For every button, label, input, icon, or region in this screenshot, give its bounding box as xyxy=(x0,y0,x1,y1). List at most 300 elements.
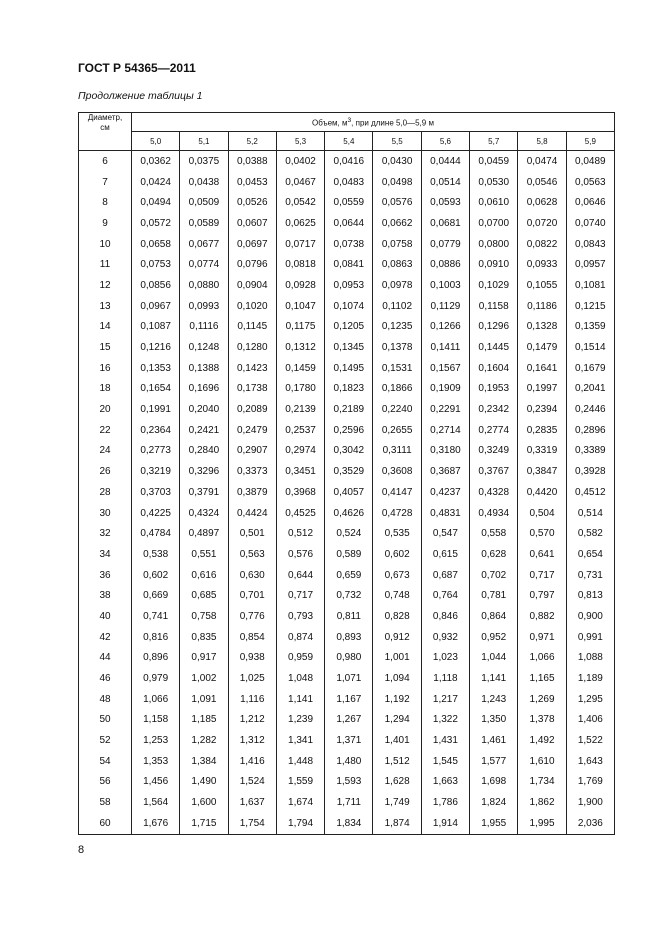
volume-cell: 1,295 xyxy=(566,689,614,710)
volume-cell: 0,1205 xyxy=(325,317,373,338)
volume-cell: 0,1479 xyxy=(518,337,566,358)
diameter-cell: 32 xyxy=(79,523,132,544)
volume-cell: 0,816 xyxy=(132,627,180,648)
volume-cell: 0,0800 xyxy=(470,234,518,255)
volume-cell: 1,350 xyxy=(470,710,518,731)
volume-cell: 0,811 xyxy=(325,606,373,627)
volume-cell: 0,3968 xyxy=(276,482,324,503)
volume-cell: 0,0774 xyxy=(180,254,228,275)
volume-cell: 0,504 xyxy=(518,503,566,524)
volume-cell: 0,1175 xyxy=(276,317,324,338)
volume-cell: 0,0753 xyxy=(132,254,180,275)
volume-cell: 0,0818 xyxy=(276,254,324,275)
diameter-cell: 14 xyxy=(79,317,132,338)
volume-cell: 1,401 xyxy=(373,730,421,751)
volume-cell: 0,524 xyxy=(325,523,373,544)
volume-cell: 0,1459 xyxy=(276,358,324,379)
volume-cell: 0,2342 xyxy=(470,399,518,420)
volume-cell: 0,1738 xyxy=(228,379,276,400)
volume-cell: 1,341 xyxy=(276,730,324,751)
length-header: 5,2 xyxy=(228,132,276,151)
volume-cell: 0,616 xyxy=(180,565,228,586)
volume-cell: 1,674 xyxy=(276,792,324,813)
volume-cell: 1,995 xyxy=(518,813,566,834)
volume-cell: 0,0700 xyxy=(470,213,518,234)
volume-cell: 0,0607 xyxy=(228,213,276,234)
volume-cell: 0,3373 xyxy=(228,461,276,482)
length-header: 5,6 xyxy=(421,132,469,151)
volume-cell: 0,1047 xyxy=(276,296,324,317)
volume-cell: 0,2189 xyxy=(325,399,373,420)
volume-cell: 0,2974 xyxy=(276,441,324,462)
diameter-cell: 40 xyxy=(79,606,132,627)
volume-cell: 0,0430 xyxy=(373,151,421,172)
volume-cell: 1,048 xyxy=(276,668,324,689)
table-row xyxy=(79,337,615,358)
volume-cell: 0,0572 xyxy=(132,213,180,234)
volume-cell: 1,914 xyxy=(421,813,469,834)
volume-cell: 1,711 xyxy=(325,792,373,813)
volume-cell: 1,698 xyxy=(470,772,518,793)
table-row xyxy=(79,710,615,731)
volume-cell: 0,4525 xyxy=(276,503,324,524)
volume-cell: 0,3111 xyxy=(373,441,421,462)
volume-cell: 0,0822 xyxy=(518,234,566,255)
volume-cell: 0,0957 xyxy=(566,254,614,275)
table-row xyxy=(79,275,615,296)
volume-cell: 0,741 xyxy=(132,606,180,627)
volume-cell: 1,294 xyxy=(373,710,421,731)
volume-cell: 1,239 xyxy=(276,710,324,731)
table-row xyxy=(79,503,615,524)
volume-cell: 1,834 xyxy=(325,813,373,834)
volume-cell: 0,874 xyxy=(276,627,324,648)
volume-cell: 1,023 xyxy=(421,648,469,669)
volume-cell: 0,896 xyxy=(132,648,180,669)
volume-cell: 0,3767 xyxy=(470,461,518,482)
volume-cell: 1,322 xyxy=(421,710,469,731)
volume-cell: 0,602 xyxy=(132,565,180,586)
volume-cell: 0,0444 xyxy=(421,151,469,172)
volume-cell: 1,874 xyxy=(373,813,421,834)
volume-cell: 0,0625 xyxy=(276,213,324,234)
volume-cell: 1,610 xyxy=(518,751,566,772)
volume-cell: 0,1020 xyxy=(228,296,276,317)
volume-cell: 1,158 xyxy=(132,710,180,731)
volume-cell: 1,141 xyxy=(276,689,324,710)
diameter-header-label: Диаметр, xyxy=(87,113,123,122)
volume-cell: 1,378 xyxy=(518,710,566,731)
volume-cell: 0,0978 xyxy=(373,275,421,296)
volume-cell: 0,0424 xyxy=(132,172,180,193)
volume-cell: 0,1003 xyxy=(421,275,469,296)
table-row xyxy=(79,523,615,544)
volume-cell: 0,748 xyxy=(373,585,421,606)
diameter-cell: 30 xyxy=(79,503,132,524)
diameter-cell: 60 xyxy=(79,813,132,834)
volume-cell: 0,828 xyxy=(373,606,421,627)
volume-cell: 1,091 xyxy=(180,689,228,710)
volume-cell: 0,4147 xyxy=(373,482,421,503)
volume-cell: 0,1388 xyxy=(180,358,228,379)
volume-cell: 0,501 xyxy=(228,523,276,544)
volume-cell: 0,0720 xyxy=(518,213,566,234)
volume-cell: 0,0740 xyxy=(566,213,614,234)
volume-cell: 0,2840 xyxy=(180,441,228,462)
diameter-cell: 44 xyxy=(79,648,132,669)
volume-cell: 0,797 xyxy=(518,585,566,606)
volume-cell: 0,764 xyxy=(421,585,469,606)
volume-cell: 1,769 xyxy=(566,772,614,793)
volume-cell: 1,522 xyxy=(566,730,614,751)
volume-cell: 0,0967 xyxy=(132,296,180,317)
volume-cell: 0,2907 xyxy=(228,441,276,462)
volume-cell: 0,644 xyxy=(276,565,324,586)
volume-cell: 0,846 xyxy=(421,606,469,627)
volume-cell: 0,4328 xyxy=(470,482,518,503)
volume-cell: 0,2240 xyxy=(373,399,421,420)
volume-cell: 0,1328 xyxy=(518,317,566,338)
diameter-cell: 28 xyxy=(79,482,132,503)
volume-cell: 0,1997 xyxy=(518,379,566,400)
table-row xyxy=(79,441,615,462)
diameter-cell: 36 xyxy=(79,565,132,586)
volume-cell: 0,991 xyxy=(566,627,614,648)
volume-cell: 0,4512 xyxy=(566,482,614,503)
volume-cell: 0,0416 xyxy=(325,151,373,172)
diameter-cell: 10 xyxy=(79,234,132,255)
volume-cell: 0,4237 xyxy=(421,482,469,503)
table-row xyxy=(79,730,615,751)
volume-cell: 0,2896 xyxy=(566,420,614,441)
volume-cell: 0,1216 xyxy=(132,337,180,358)
diameter-cell: 18 xyxy=(79,379,132,400)
volume-cell: 0,1514 xyxy=(566,337,614,358)
volume-cell: 0,0910 xyxy=(470,254,518,275)
table-caption: Продолжение таблицы 1 xyxy=(78,90,203,102)
volume-cell: 0,0589 xyxy=(180,213,228,234)
volume-cell: 0,4934 xyxy=(470,503,518,524)
diameter-header xyxy=(79,113,132,151)
length-header: 5,0 xyxy=(132,132,180,151)
volume-cell: 0,0697 xyxy=(228,234,276,255)
diameter-cell: 13 xyxy=(79,296,132,317)
volume-cell: 0,793 xyxy=(276,606,324,627)
length-header: 5,5 xyxy=(373,132,421,151)
volume-cell: 0,1991 xyxy=(132,399,180,420)
volume-cell: 0,654 xyxy=(566,544,614,565)
diameter-cell: 48 xyxy=(79,689,132,710)
volume-cell: 1,165 xyxy=(518,668,566,689)
diameter-cell: 26 xyxy=(79,461,132,482)
volume-cell: 0,3687 xyxy=(421,461,469,482)
volume-cell: 0,514 xyxy=(566,503,614,524)
table-row xyxy=(79,461,615,482)
volume-cell: 1,185 xyxy=(180,710,228,731)
table-row xyxy=(79,689,615,710)
volume-cell: 0,570 xyxy=(518,523,566,544)
volume-cell: 0,3928 xyxy=(566,461,614,482)
volume-cell: 0,1158 xyxy=(470,296,518,317)
volume-cell: 0,1495 xyxy=(325,358,373,379)
volume-cell: 0,701 xyxy=(228,585,276,606)
volume-cell: 0,776 xyxy=(228,606,276,627)
volume-cell: 0,732 xyxy=(325,585,373,606)
volume-cell: 0,2714 xyxy=(421,420,469,441)
volume-cell: 1,253 xyxy=(132,730,180,751)
volume-cell: 0,3249 xyxy=(470,441,518,462)
volume-cell: 0,0576 xyxy=(373,192,421,213)
table-row xyxy=(79,627,615,648)
table-row xyxy=(79,399,615,420)
volume-cell: 0,1116 xyxy=(180,317,228,338)
volume-cell: 0,576 xyxy=(276,544,324,565)
volume-cell: 0,1312 xyxy=(276,337,324,358)
diameter-cell: 50 xyxy=(79,710,132,731)
volume-cell: 0,3296 xyxy=(180,461,228,482)
diameter-cell: 8 xyxy=(79,192,132,213)
volume-cell: 0,1296 xyxy=(470,317,518,338)
volume-cell: 1,001 xyxy=(373,648,421,669)
volume-cell: 0,781 xyxy=(470,585,518,606)
table-row xyxy=(79,420,615,441)
volume-cell: 1,002 xyxy=(180,668,228,689)
volume-cell: 0,0928 xyxy=(276,275,324,296)
volume-cell: 0,0953 xyxy=(325,275,373,296)
diameter-cell: 20 xyxy=(79,399,132,420)
volume-cell: 0,2655 xyxy=(373,420,421,441)
volume-cell: 1,217 xyxy=(421,689,469,710)
volume-group-header xyxy=(132,113,615,132)
volume-cell: 1,416 xyxy=(228,751,276,772)
volume-cell: 0,630 xyxy=(228,565,276,586)
volume-cell: 0,3529 xyxy=(325,461,373,482)
table-row xyxy=(79,254,615,275)
volume-cell: 1,512 xyxy=(373,751,421,772)
table-row xyxy=(79,358,615,379)
volume-cell: 0,2041 xyxy=(566,379,614,400)
volume-cell: 0,1696 xyxy=(180,379,228,400)
volume-cell: 0,1378 xyxy=(373,337,421,358)
volume-cell: 0,0559 xyxy=(325,192,373,213)
table-row xyxy=(79,379,615,400)
length-header: 5,9 xyxy=(566,132,614,151)
volume-cell: 0,538 xyxy=(132,544,180,565)
length-header: 5,7 xyxy=(470,132,518,151)
volume-cell: 0,758 xyxy=(180,606,228,627)
volume-cell: 0,563 xyxy=(228,544,276,565)
volume-cell: 0,0438 xyxy=(180,172,228,193)
volume-cell: 0,2537 xyxy=(276,420,324,441)
volume-cell: 1,643 xyxy=(566,751,614,772)
volume-cell: 0,3451 xyxy=(276,461,324,482)
volume-cell: 1,384 xyxy=(180,751,228,772)
volume-cell: 0,1445 xyxy=(470,337,518,358)
volume-cell: 0,1353 xyxy=(132,358,180,379)
volume-cell: 0,0509 xyxy=(180,192,228,213)
volume-cell: 1,663 xyxy=(421,772,469,793)
volume-cell: 0,1531 xyxy=(373,358,421,379)
volume-cell: 0,3703 xyxy=(132,482,180,503)
length-header: 5,1 xyxy=(180,132,228,151)
table-row xyxy=(79,565,615,586)
volume-cell: 1,593 xyxy=(325,772,373,793)
volume-cell: 0,0546 xyxy=(518,172,566,193)
volume-cell: 0,2773 xyxy=(132,441,180,462)
volume-cell: 0,1345 xyxy=(325,337,373,358)
volume-cell: 1,116 xyxy=(228,689,276,710)
volume-cell: 1,094 xyxy=(373,668,421,689)
volume-cell: 0,1679 xyxy=(566,358,614,379)
volume-cell: 0,1129 xyxy=(421,296,469,317)
volume-cell: 1,637 xyxy=(228,792,276,813)
volume-cell: 0,2394 xyxy=(518,399,566,420)
volume-cell: 0,2364 xyxy=(132,420,180,441)
volume-cell: 1,955 xyxy=(470,813,518,834)
volume-cell: 0,3847 xyxy=(518,461,566,482)
volume-cell: 0,0717 xyxy=(276,234,324,255)
volume-cell: 0,2596 xyxy=(325,420,373,441)
diameter-cell: 56 xyxy=(79,772,132,793)
volume-cell: 1,786 xyxy=(421,792,469,813)
volume-cell: 0,0483 xyxy=(325,172,373,193)
volume-cell: 0,1087 xyxy=(132,317,180,338)
volume-cell: 0,0593 xyxy=(421,192,469,213)
volume-cell: 1,754 xyxy=(228,813,276,834)
volume-cell: 0,0841 xyxy=(325,254,373,275)
volume-cell: 0,0738 xyxy=(325,234,373,255)
volume-cell: 0,2446 xyxy=(566,399,614,420)
volume-cell: 0,1780 xyxy=(276,379,324,400)
volume-cell: 0,641 xyxy=(518,544,566,565)
volume-cell: 0,2479 xyxy=(228,420,276,441)
table-row xyxy=(79,482,615,503)
volume-cell: 0,0843 xyxy=(566,234,614,255)
volume-cell: 1,456 xyxy=(132,772,180,793)
table-row xyxy=(79,192,615,213)
volume-cell: 0,4728 xyxy=(373,503,421,524)
diameter-cell: 7 xyxy=(79,172,132,193)
volume-cell: 0,0530 xyxy=(470,172,518,193)
volume-cell: 1,071 xyxy=(325,668,373,689)
volume-cell: 0,673 xyxy=(373,565,421,586)
diameter-header-unit: см xyxy=(100,123,110,132)
volume-cell: 0,835 xyxy=(180,627,228,648)
volume-cell: 0,1953 xyxy=(470,379,518,400)
volume-cell: 0,0886 xyxy=(421,254,469,275)
volume-cell: 0,0494 xyxy=(132,192,180,213)
volume-cell: 1,461 xyxy=(470,730,518,751)
volume-cell: 0,1641 xyxy=(518,358,566,379)
table-row xyxy=(79,172,615,193)
volume-cell: 0,1823 xyxy=(325,379,373,400)
volume-cell: 0,864 xyxy=(470,606,518,627)
volume-cell: 1,749 xyxy=(373,792,421,813)
volume-cell: 0,932 xyxy=(421,627,469,648)
volume-cell: 0,0610 xyxy=(470,192,518,213)
volume-cell: 0,0542 xyxy=(276,192,324,213)
volume-cell: 1,431 xyxy=(421,730,469,751)
volume-cell: 0,1359 xyxy=(566,317,614,338)
volume-table xyxy=(78,112,615,835)
volume-header-sup: 3 xyxy=(347,116,352,124)
volume-cell: 1,282 xyxy=(180,730,228,751)
volume-cell: 0,4424 xyxy=(228,503,276,524)
volume-cell: 0,0993 xyxy=(180,296,228,317)
length-header: 5,3 xyxy=(276,132,324,151)
volume-cell: 0,0498 xyxy=(373,172,421,193)
volume-cell: 1,628 xyxy=(373,772,421,793)
volume-cell: 0,979 xyxy=(132,668,180,689)
volume-cell: 0,3608 xyxy=(373,461,421,482)
diameter-cell: 34 xyxy=(79,544,132,565)
volume-cell: 1,167 xyxy=(325,689,373,710)
volume-cell: 0,2040 xyxy=(180,399,228,420)
volume-cell: 0,4225 xyxy=(132,503,180,524)
volume-cell: 0,2139 xyxy=(276,399,324,420)
table-row xyxy=(79,648,615,669)
volume-cell: 1,066 xyxy=(132,689,180,710)
table-row xyxy=(79,668,615,689)
volume-cell: 0,3389 xyxy=(566,441,614,462)
document-title: ГОСТ Р 54365—2011 xyxy=(78,61,196,75)
volume-cell: 0,512 xyxy=(276,523,324,544)
table-row xyxy=(79,234,615,255)
volume-cell: 0,4626 xyxy=(325,503,373,524)
volume-cell: 0,917 xyxy=(180,648,228,669)
volume-cell: 1,480 xyxy=(325,751,373,772)
volume-cell: 1,524 xyxy=(228,772,276,793)
volume-cell: 0,0933 xyxy=(518,254,566,275)
volume-cell: 1,406 xyxy=(566,710,614,731)
diameter-cell: 16 xyxy=(79,358,132,379)
volume-cell: 0,0758 xyxy=(373,234,421,255)
volume-header-suffix: , при длине 5,0—5,9 м xyxy=(351,118,434,128)
header-row-lengths xyxy=(79,132,615,151)
volume-cell: 0,1411 xyxy=(421,337,469,358)
volume-cell: 0,628 xyxy=(470,544,518,565)
volume-cell: 0,3879 xyxy=(228,482,276,503)
table-row xyxy=(79,813,615,834)
volume-cell: 1,269 xyxy=(518,689,566,710)
diameter-cell: 9 xyxy=(79,213,132,234)
volume-cell: 0,3219 xyxy=(132,461,180,482)
volume-cell: 1,559 xyxy=(276,772,324,793)
volume-cell: 0,0514 xyxy=(421,172,469,193)
volume-cell: 1,492 xyxy=(518,730,566,751)
volume-cell: 1,192 xyxy=(373,689,421,710)
volume-cell: 1,044 xyxy=(470,648,518,669)
diameter-cell: 22 xyxy=(79,420,132,441)
volume-cell: 1,141 xyxy=(470,668,518,689)
volume-cell: 0,4784 xyxy=(132,523,180,544)
volume-cell: 0,4057 xyxy=(325,482,373,503)
volume-cell: 0,0662 xyxy=(373,213,421,234)
volume-cell: 1,212 xyxy=(228,710,276,731)
volume-cell: 0,582 xyxy=(566,523,614,544)
table-row xyxy=(79,792,615,813)
volume-cell: 0,2291 xyxy=(421,399,469,420)
volume-cell: 0,0375 xyxy=(180,151,228,172)
volume-cell: 0,1248 xyxy=(180,337,228,358)
volume-cell: 0,0402 xyxy=(276,151,324,172)
volume-cell: 1,025 xyxy=(228,668,276,689)
volume-cell: 1,088 xyxy=(566,648,614,669)
volume-cell: 0,1235 xyxy=(373,317,421,338)
volume-cell: 0,551 xyxy=(180,544,228,565)
volume-cell: 0,687 xyxy=(421,565,469,586)
volume-cell: 0,731 xyxy=(566,565,614,586)
